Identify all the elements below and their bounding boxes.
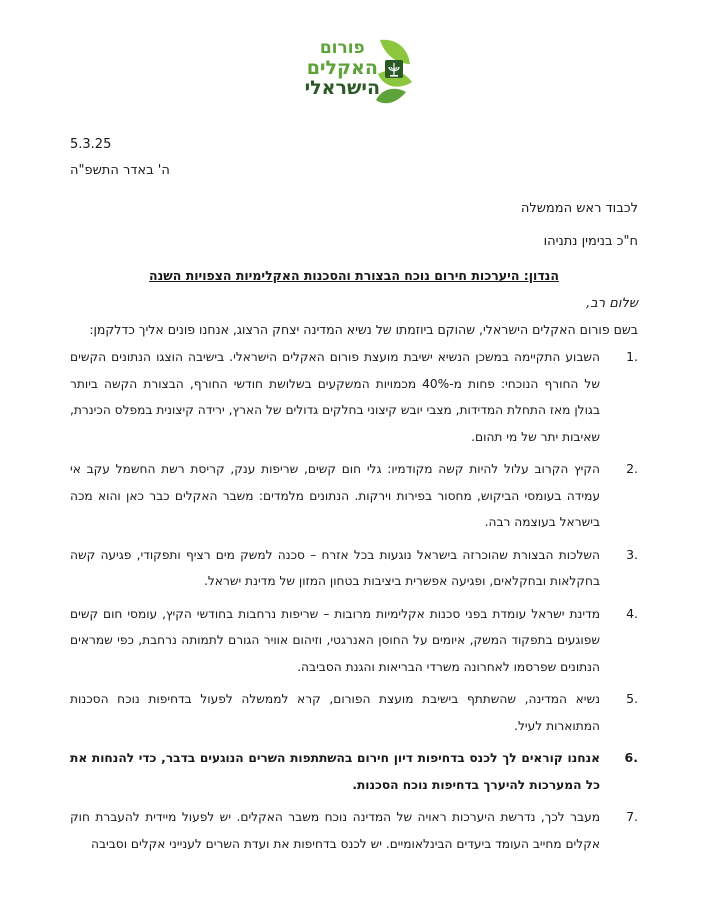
climate-forum-logo <box>292 34 414 106</box>
numbered-list <box>70 344 638 863</box>
item-number: 6. <box>624 750 638 765</box>
item-number: 2. <box>626 461 638 476</box>
gregorian-date: 5.3.25 <box>70 137 112 152</box>
item-text: נשיא המדינה, שהשתתף בישיבת מועצת הפורום, קרא לממשלה לפעול בדחיפות נוכח הסכנות המתוארות לעיל. <box>70 692 600 733</box>
greeting: שלום רב, <box>586 296 638 311</box>
logo-line-2: האקלים <box>306 57 378 79</box>
logo-text <box>305 38 380 98</box>
list-item <box>70 344 638 450</box>
logo-line-1: פורום <box>319 38 365 58</box>
item-text: מעבר לכך, נדרשת היערכות ראויה של המדינה נוכח משבר האקלים. יש לפעול מיידית להעברת חוק אקלים מחייב העומד ביעדים הבינלאומיים. יש לכנס בדחיפות את ועדת השרים לענייני אקלים וסביבה <box>70 810 600 851</box>
list-item <box>70 804 638 857</box>
list-item <box>70 601 638 681</box>
intro-paragraph: בשם פורום האקלים הישראלי, שהוקם ביוזמתו של נשיא המדינה יצחק הרצוג, אנחנו פונים אליך כדלקמן: <box>89 322 638 337</box>
list-item <box>70 686 638 739</box>
list-item <box>70 542 638 595</box>
item-number: 5. <box>626 691 638 706</box>
addressee-title: לכבוד ראש הממשלה <box>520 201 638 216</box>
item-text: הקיץ הקרוב עלול להיות קשה מקודמיו: גלי חום קשים, שריפות ענק, קריסת רשת החשמל עקב אי עמידה בעומסי הביקוש, מחסור בפירות וירקות. הנתונים מלמדים: משבר האקלים כבר כאן והוא מכה בישראל בעוצמה רבה. <box>70 462 600 529</box>
item-text: אנחנו קוראים לך לכנס בדחיפות דיון חירום בהשתתפות השרים הנוגעים בדבר, כדי להנחות את כל המערכות להיערך בדחיפות נוכח הסכנות. <box>70 751 600 792</box>
item-text: השלכות הבצורת שהוכרזה בישראל נוגעות בכל אזרח – סכנה למשק מים רציף ותפקודי, פגיעה קשה בחקלאות ובחקלאים, ופגיעה אפשרית ביציבות בטחון המזון של מדינת ישראל. <box>70 547 600 588</box>
subject-line: הנדון: היערכות חירום נוכח הבצורת והסכנות האקלימיות הצפויות השנה <box>149 268 559 283</box>
list-item-emphasized <box>70 745 638 798</box>
item-number: 4. <box>626 605 638 621</box>
item-text: השבוע התקיימה במשכן הנשיא ישיבת מועצת פורום האקלים הישראלי. בישיבה הוצגו הנתונים הקשים של החורף הנוכחי: פחות מ-40% מכמויות המשקעים בשלושת חודשי החורף, הבצורת הקשה ביותר בגולן מאז התחלת המדידות, מצבי יובש קיצוני בחלקים גדולים של הארץ, ירידה קיצונית במפלס הכינרת, שאיבות יתר של מי תהום. <box>70 350 600 444</box>
item-number: 1. <box>626 349 638 364</box>
item-number: 3. <box>626 546 638 562</box>
item-text: מדינת ישראל עומדת בפני סכנות אקלימיות מרובות – שריפות נרחבות בחודשי הקיץ, עומסי חום קשים שפוגעים בתפקוד המשק, איומים על החוסן האנרגטי, וזיהום אוויר הגורם לתמותה נרחבת, כפי שמראים הנתונים שפרסמו לאחרונה משרדי הבריאות והגנת הסביבה. <box>70 606 600 674</box>
leaf-icon <box>374 34 414 106</box>
logo-line-3: הישראלי <box>304 77 380 99</box>
hebrew-date: ה' באדר התשפ"ה <box>70 163 170 178</box>
list-item <box>70 456 638 536</box>
addressee-name: ח"כ בנימין נתניהו <box>543 234 638 249</box>
item-number: 7. <box>626 809 638 824</box>
